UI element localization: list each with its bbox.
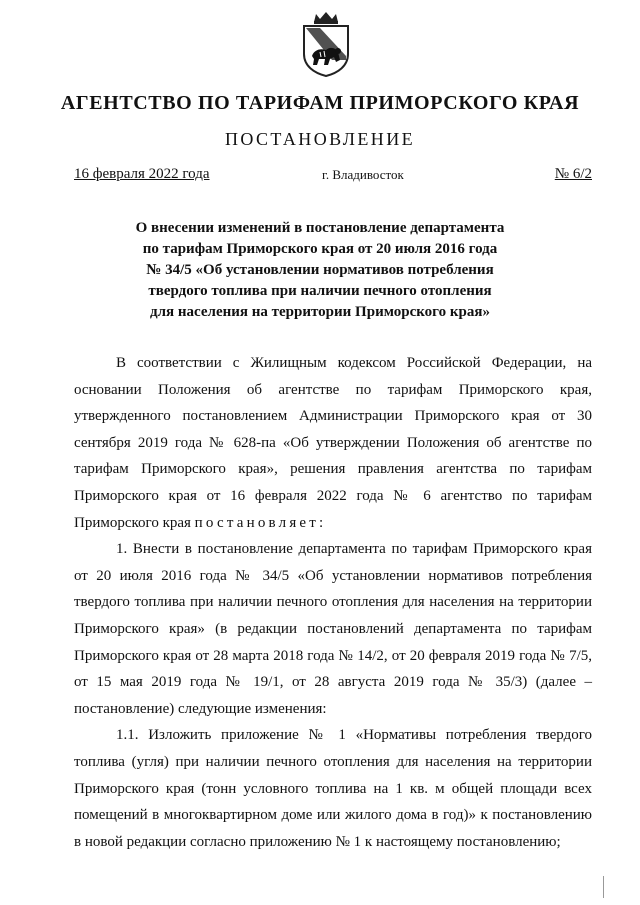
document-body	[74, 350, 592, 855]
coat-of-arms-icon	[298, 10, 354, 78]
subject-line: О внесении изменений в постановление департамента	[135, 220, 505, 236]
decree-word: постановляет:	[194, 514, 327, 531]
document-subject	[0, 218, 640, 323]
item-1-paragraph: 1. Внести в постановление департамента по тарифам Приморского края от 20 июля 2016 года № 34/5 «Об установлении нормативов потребления твердого топлива при наличии печного отопления для населения на территории Приморского края» (в редакции постановлений департамента по тарифам Приморского края от 28 марта 2018 года № 14/2, от 20 февраля 2019 года № 7/5, от 15 мая 2019 года № 19/1, от 28 августа 2019 года № 35/3) (далее – постановление) следующие изменения:	[74, 541, 592, 717]
document-date: 16 февраля 2022 года	[74, 166, 210, 182]
agency-title: АГЕНТСТВО ПО ТАРИФАМ ПРИМОРСКОГО КРАЯ	[60, 92, 580, 114]
subject-line: № 34/5 «Об установлении нормативов потребления	[146, 262, 494, 278]
scan-margin-mark	[603, 876, 604, 898]
preamble-text: В соответствии с Жилищным кодексом Российской Федерации, на основании Положения об агентстве по тарифам Приморского края, утвержденного постановлением Администрации Приморского края от 30 сентября 2019 года № 628-па «Об утверждении Положения об агентстве по тарифам Приморского края», решения правления агентства по тарифам Приморского края от 16 февраля 2022 года № 6 агентство по тарифам Приморского края	[74, 355, 592, 531]
subject-line: для населения на территории Приморского края»	[150, 304, 490, 320]
document-type: ПОСТАНОВЛЕНИЕ	[224, 129, 416, 149]
document-number: № 6/2	[554, 166, 592, 182]
subject-line: твердого топлива при наличии печного отопления	[148, 283, 492, 299]
subject-line: по тарифам Приморского края от 20 июля 2016 года	[142, 241, 498, 257]
preamble-paragraph	[74, 350, 592, 536]
document-meta-row	[74, 166, 592, 186]
item-1-1-paragraph: 1.1. Изложить приложение № 1 «Нормативы потребления твердого топлива (угля) при наличии печного отопления для населения на территории Приморского края (тонн условного топлива на 1 кв. м общей площади всех помещений в многоквартирном доме или жилого дома в год)» к постановлению в новой редакции согласно приложению № 1 к настоящему постановлению;	[74, 727, 592, 850]
document-city: г. Владивосток	[322, 167, 404, 182]
